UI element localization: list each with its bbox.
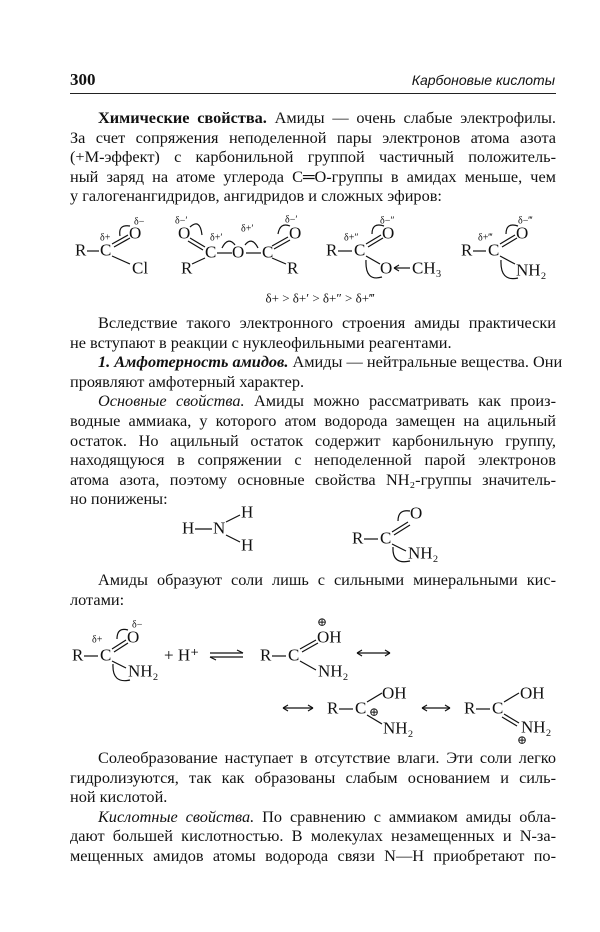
paragraph-chemical-properties	[70, 108, 556, 206]
text-line: Кислотные свойства. По сравнению с аммиаком амиды обла-	[98, 806, 556, 826]
svg-text:H: H	[241, 535, 254, 555]
text-line: Амиды образуют соли лишь с сильными минеральными кис-	[98, 570, 556, 589]
subsection-heading: Кислотные свойства.	[98, 806, 255, 826]
svg-text:R: R	[181, 258, 193, 278]
svg-text:O: O	[382, 223, 395, 243]
svg-text:O: O	[127, 627, 140, 647]
svg-text:O: O	[410, 503, 423, 523]
svg-text:CH₃: CH₃	[412, 258, 442, 278]
svg-text:N: N	[213, 518, 226, 538]
svg-text:Cl: Cl	[132, 258, 149, 278]
delta-inequality: δ+ > δ+′ > δ+″ > δ+‴	[265, 290, 375, 306]
svg-text:δ−: δ−	[134, 216, 145, 228]
structure-cation-3	[464, 684, 551, 746]
svg-text:⊕: ⊕	[369, 705, 380, 719]
text-line: но понижены:	[70, 489, 168, 509]
structure-ammonia	[182, 503, 253, 555]
svg-text:NH₂: NH₂	[383, 718, 414, 738]
svg-text:NH₂: NH₂	[516, 260, 547, 280]
svg-text:NH₂: NH₂	[521, 717, 552, 737]
text-line: у галогенангидридов, ангидридов и сложных эфиров:	[70, 186, 442, 206]
text-line: проявляют амфотерный характер.	[70, 371, 305, 391]
svg-text:H: H	[182, 518, 195, 538]
paragraph-salt-formation	[70, 748, 556, 866]
structure-amide	[352, 504, 438, 563]
text-line: гидролизуются, так как образованы слабым основанием и силь-	[70, 767, 556, 787]
svg-text:NH₂: NH₂	[408, 543, 439, 563]
svg-text:O: O	[289, 223, 302, 243]
svg-text:δ+‴: δ+‴	[478, 232, 493, 244]
page-number: 300	[70, 70, 96, 89]
subsection-heading: Основные свойства.	[98, 391, 245, 411]
text-line: За счет сопряжения неподеленной пары электронов атома азота	[70, 127, 556, 147]
svg-text:δ−‴: δ−‴	[518, 215, 533, 227]
text-line: (+M-эффект) с карбонильной группой частичный положитель-	[70, 147, 556, 167]
svg-text:R: R	[72, 645, 84, 665]
structure-cation-1	[260, 615, 348, 681]
svg-text:C: C	[355, 698, 367, 718]
svg-text:NH₂: NH₂	[128, 661, 159, 681]
text-line: ный заряд на атоме углерода C═O-группы в амидах меньше, чем	[70, 166, 556, 186]
svg-text:⊕: ⊕	[517, 733, 528, 745]
structure-amide	[72, 620, 158, 681]
svg-text:OH: OH	[317, 627, 342, 647]
running-title: Карбоновые кислоты	[411, 72, 555, 88]
resonance-arrow-icon	[422, 705, 450, 711]
resonance-arrow-icon	[357, 650, 390, 656]
svg-text:δ+″: δ+″	[344, 232, 359, 244]
header-rule	[70, 93, 556, 94]
text-line: Химические свойства. Амиды — очень слабые электрофилы.	[98, 108, 556, 127]
svg-text:O: O	[516, 223, 529, 243]
section-heading: 1. Амфотерность амидов.	[98, 352, 289, 372]
svg-text:R: R	[464, 698, 476, 718]
svg-text:R: R	[327, 698, 339, 718]
svg-text:C: C	[354, 240, 366, 260]
svg-text:C: C	[100, 240, 112, 260]
scheme-ammonia-vs-amide	[60, 495, 560, 565]
svg-text:δ+: δ+	[92, 634, 103, 646]
svg-text:OH: OH	[382, 683, 407, 703]
svg-text:C: C	[488, 240, 500, 260]
svg-text:R: R	[287, 258, 299, 278]
svg-text:⊕: ⊕	[317, 615, 328, 629]
section-heading: Химические свойства.	[98, 108, 267, 127]
svg-text:R: R	[352, 528, 364, 548]
text-line: лотами:	[70, 589, 125, 609]
text-line: ной кислотой.	[70, 787, 168, 807]
svg-text:δ−″: δ−″	[380, 215, 395, 227]
text-line: находящуюся в сопряжении с неподеленной парой электронов	[70, 450, 556, 470]
svg-text:R: R	[326, 240, 338, 260]
text-line: остаток. Но ацильный остаток содержит карбонильную группу,	[70, 430, 556, 450]
text-line: дают большей кислотностью. В молекулах незамещенных и N-за-	[70, 826, 556, 846]
structure-ester	[326, 216, 442, 278]
svg-text:R: R	[461, 240, 473, 260]
svg-text:C: C	[288, 645, 300, 665]
svg-text:δ+′: δ+′	[210, 232, 223, 244]
structure-anhydride	[175, 215, 301, 278]
svg-text:δ+′: δ+′	[241, 223, 254, 235]
text-line: мещенных амидов атомы водорода связи N—H приобретают по-	[70, 845, 556, 865]
svg-text:OH: OH	[520, 683, 545, 703]
svg-text:C: C	[380, 528, 392, 548]
text-line: Основные свойства. Амиды можно рассматривать как произ-	[98, 391, 556, 411]
svg-text:R: R	[260, 645, 272, 665]
text-line: атома азота, поэтому основные свойства NH₂-группы значитель-	[70, 469, 556, 489]
svg-text:C: C	[262, 242, 274, 262]
svg-text:δ−′: δ−′	[175, 215, 188, 227]
text-line: 1. Амфотерность амидов. Амиды — нейтральные вещества. Они	[98, 352, 563, 372]
svg-text:δ−′: δ−′	[285, 214, 298, 226]
paragraph-amphoteric	[70, 313, 563, 509]
svg-text:δ+: δ+	[100, 232, 111, 244]
svg-text:C: C	[492, 698, 504, 718]
text-line: не вступают в реакции с нуклеофильными реагентами.	[70, 332, 452, 352]
svg-text:H: H	[241, 502, 254, 522]
svg-text:δ−: δ−	[132, 619, 143, 631]
scheme-protonation	[60, 560, 560, 745]
svg-text:R: R	[75, 240, 87, 260]
structure-cation-2	[327, 684, 413, 738]
structure-amide	[461, 216, 546, 280]
svg-text:C: C	[100, 645, 112, 665]
svg-text:O: O	[129, 223, 142, 243]
text-line: водные аммиака, у которого атом водорода замещен на ацильный	[70, 410, 556, 430]
svg-text:NH₂: NH₂	[318, 661, 349, 681]
structure-acyl-chloride	[75, 217, 148, 278]
resonance-arrow-icon	[283, 705, 313, 711]
svg-text:O: O	[232, 242, 245, 262]
svg-text:O: O	[178, 223, 191, 243]
proton: + H⁺	[164, 645, 200, 665]
text-line: Солеобразование наступает в отсутствие влаги. Эти соли легко	[98, 748, 556, 767]
equilibrium-arrow-icon	[210, 650, 243, 660]
text-line: Вследствие такого электронного строения амиды практически	[98, 313, 556, 332]
svg-text:C: C	[205, 242, 217, 262]
scheme-electrophilicity	[60, 200, 560, 310]
svg-text:O: O	[380, 258, 393, 278]
